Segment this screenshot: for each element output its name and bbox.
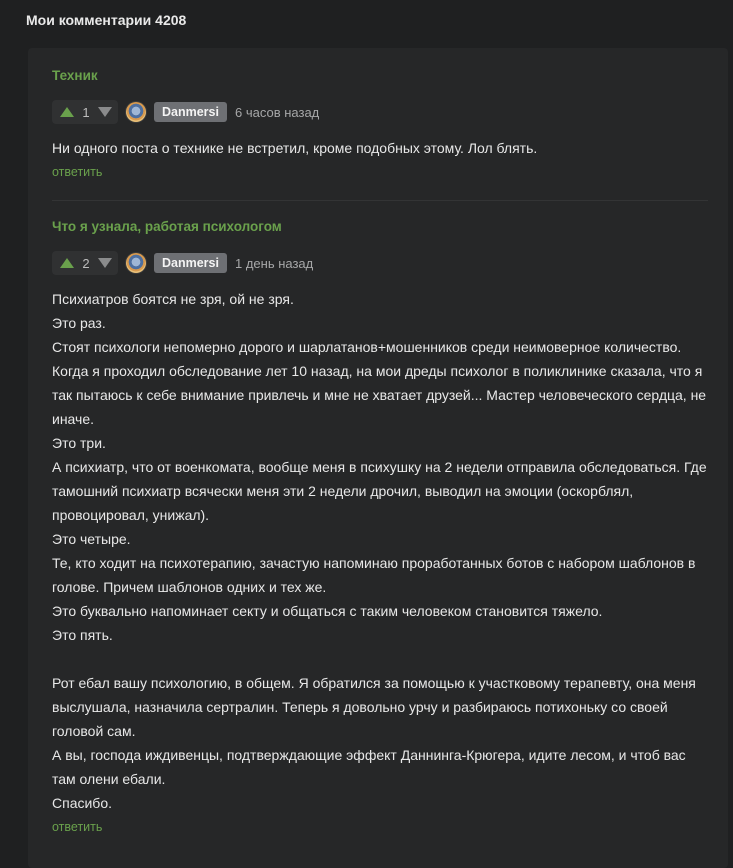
post-title-link[interactable]: Что я узнала, работая психологом xyxy=(52,219,282,234)
upvote-arrow-icon[interactable] xyxy=(60,107,74,117)
comment-meta xyxy=(52,251,708,275)
comment-item xyxy=(52,217,708,837)
comment-meta xyxy=(52,100,708,124)
comment-text: Психиатров боятся не зря, ой не зря. Это раз. Стоят психологи непомерно дорого и шарлатанов+мошенников среди неимоверное количество. Когда я проходил обследование лет 10 назад, на мои дреды психолог в поликлинике сказала, что я так пытаюсь к себе внимание привлечь и мне не хватает друзей... Мастер человеческого сердца, не иначе. Это три. А психиатр, что от военкомата, вообще меня в психушку на 2 недели отправила обследоваться. Где тамошний психиатр всячески меня эти 2 недели дрочил, выводил на эмоции (оскорблял, провоцировал, унижал). Это четыре. Те, кто ходит на психотерапию, зачастую напоминаю проработанных ботов с набором шаблонов в голове. Причем шаблонов одних и тех же. Это буквально напоминает секту и общаться с таким человеком становится тяжело. Это пять. Рот ебал вашу психологию, в общем. Я обратился за помощью к участковому терапевту, она меня выслушала, назначила сертралин. Теперь я довольно урчу и разбираюсь потихоньку со своей головой сам. А вы, господа иждивенцы, подтверждающие эффект Даннинга-Крюгера, идите лесом, и чтоб вас там олени ебали. Спасибо. xyxy=(52,291,707,811)
post-title-link[interactable]: Техник xyxy=(52,68,98,83)
avatar[interactable] xyxy=(126,102,146,122)
author-badge[interactable]: Danmersi xyxy=(154,253,227,273)
comments-panel xyxy=(28,48,728,868)
upvote-arrow-icon[interactable] xyxy=(60,258,74,268)
downvote-arrow-icon[interactable] xyxy=(98,107,112,117)
rating-count: 2 xyxy=(82,255,90,271)
reply-link[interactable]: ответить xyxy=(52,165,103,179)
page-title: Мои комментарии 4208 xyxy=(26,12,187,28)
comment-text: Ни одного поста о технике не встретил, кроме подобных этому. Лол блять. xyxy=(52,140,538,156)
avatar[interactable] xyxy=(126,253,146,273)
downvote-arrow-icon[interactable] xyxy=(98,258,112,268)
comment-time[interactable]: 6 часов назад xyxy=(234,104,320,120)
comment-item xyxy=(52,66,708,182)
rating-control xyxy=(52,251,118,275)
author-badge[interactable]: Danmersi xyxy=(154,102,227,122)
rating-count: 1 xyxy=(82,104,90,120)
reply-link[interactable]: ответить xyxy=(52,820,103,834)
rating-control xyxy=(52,100,118,124)
comment-time[interactable]: 1 день назад xyxy=(234,255,314,271)
comment-divider xyxy=(52,200,708,201)
